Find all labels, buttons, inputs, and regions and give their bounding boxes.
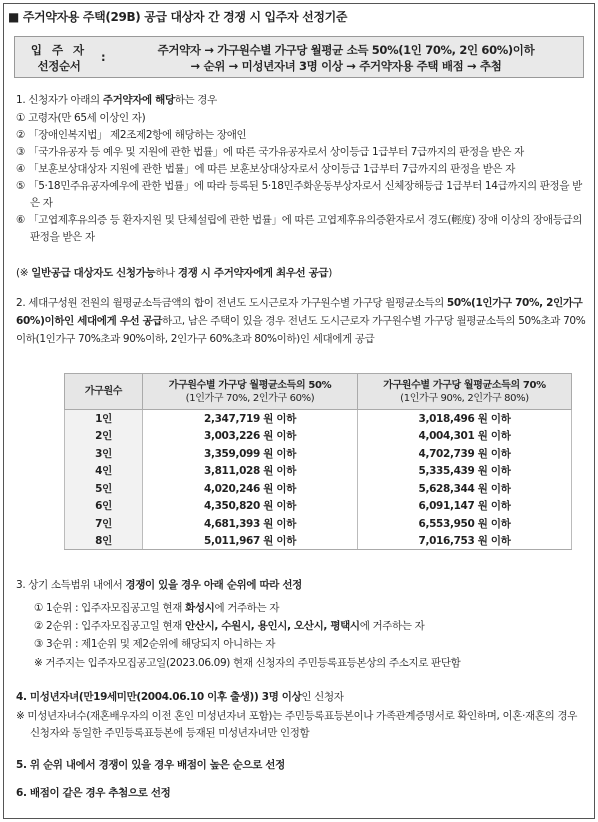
page-title: ■ 주거약자용 주택(29B) 공급 대상자 간 경쟁 시 입주자 선정기준 — [8, 10, 348, 24]
list-item: ① 고령자(만 65세 이상인 자) — [16, 112, 146, 124]
table-row: 6인 4,350,820 원 이하 6,091,147 원 이하 — [65, 497, 572, 515]
section-1-note: (※ 일반공급 대상자도 신청가능하나 경쟁 시 주거약자에게 최우선 공급) — [16, 267, 332, 279]
rank-2-item: ② 2순위 : 입주자모집공고일 현재 안산시, 수원시, 용인시, 오산시, 평택시에 거주하는 자 — [34, 620, 425, 632]
rank-3-item: ③ 3순위 : 제1순위 및 제2순위에 해당되지 아니하는 자 — [34, 638, 276, 650]
section-4-note: ※ 미성년자녀수(재혼배우자의 이전 혼인 미성년자녀 포함)는 주민등록표등본이나 가족관계증명서로 확인하며, 이혼·재혼의 경우 신청자와 동일한 주민등록표등본에 등재된 미성년자녀만 인정함 — [16, 710, 578, 739]
list-item: ② 「장애인복지법」 제2조제2항에 해당하는 장애인 — [16, 129, 247, 141]
list-item: ④ 「보훈보상대상자 지원에 관한 법률」에 따른 보훈보상대상자로서 상이등급 1급부터 7급까지의 판정을 받은 자 — [16, 163, 516, 175]
list-item: ⑤ 「5·18민주유공자예우에 관한 법률」에 따라 등록된 5·18민주화운동부상자로서 신체장해등급 1급부터 14급까지의 판정을 받은 자 — [16, 180, 582, 209]
selection-order-box — [14, 36, 584, 78]
section-4-heading: 4. 미성년자녀(만19세미만(2004.06.10 이후 출생)) 3명 이상인 신청자 — [16, 691, 344, 703]
eligibility-list — [16, 110, 586, 246]
section-5-heading: 5. 위 순위 내에서 경쟁이 있을 경우 배점이 높은 순으로 선정 — [16, 759, 285, 771]
selection-order-colon: : — [101, 50, 106, 64]
income-table — [64, 373, 572, 550]
table-row: 4인 3,811,028 원 이하 5,335,439 원 이하 — [65, 462, 572, 480]
table-row: 1인 2,347,719 원 이하 3,018,496 원 이하 — [65, 410, 572, 428]
table-row: 8인 5,011,967 원 이하 7,016,753 원 이하 — [65, 532, 572, 550]
section-3-note: ※ 거주지는 입주자모집공고일(2023.06.09) 현재 신청자의 주민등록표등본상의 주소지로 판단함 — [34, 657, 461, 669]
table-header-70pct: 가구원수별 가구당 월평균소득의 70% (1인가구 90%, 2인가구 80%) — [358, 374, 572, 410]
table-row: 2인 3,003,226 원 이하 4,004,301 원 이하 — [65, 427, 572, 445]
selection-order-label: 입 주 자 선정순서 — [30, 43, 88, 73]
table-row: 5인 4,020,246 원 이하 5,628,344 원 이하 — [65, 480, 572, 498]
list-item: ⑥ 「고엽제후유의증 등 환자지원 및 단체설립에 관한 법률」에 따른 고엽제후유의증환자로서 경도(輕度) 장애 이상의 장애등급의 판정을 받은 자 — [16, 214, 583, 243]
section-6-heading: 6. 배점이 같은 경우 추첨으로 선정 — [16, 787, 171, 799]
rank-1-item: ① 1순위 : 입주자모집공고일 현재 화성시에 거주하는 자 — [34, 602, 280, 614]
section-3-heading: 3. 상기 소득범위 내에서 경쟁이 있을 경우 아래 순위에 따라 선정 — [16, 579, 302, 591]
list-item: ③ 「국가유공자 등 예우 및 지원에 관한 법률」에 따른 국가유공자로서 상이등급 1급부터 7급까지의 판정을 받은 자 — [16, 146, 524, 158]
table-header-household: 가구원수 — [65, 374, 143, 410]
table-row: 7인 4,681,393 원 이하 6,553,950 원 이하 — [65, 515, 572, 533]
table-row: 3인 3,359,099 원 이하 4,702,739 원 이하 — [65, 445, 572, 463]
section-1-heading: 1. 신청자가 아래의 주거약자에 해당하는 경우 — [16, 94, 217, 106]
table-header-50pct: 가구원수별 가구당 월평균소득의 50% (1인가구 70%, 2인가구 60%) — [143, 374, 358, 410]
section-2-paragraph: 2. 세대구성원 전원의 월평균소득금액의 합이 전년도 도시근로자 가구원수별 가구당 월평균소득의 50%(1인가구 70%, 2인가구 60%)이하인 세대에게 우선 공급하고, 남은 주택이 있을 경우 전년도 도시근로자 가구원수별 가구당 월평균소득의 50%초과 70%이하(1인가구 70%초과 90%이하, 2인가구 60%초과 80%이하)인 세대에게 공급 — [16, 297, 586, 345]
selection-order-content: 주거약자 → 가구원수별 가구당 월평균 소득 50%(1인 70%, 2인 60%)이하 → 순위 → 미성년자녀 3명 이상 → 주거약자용 주택 배점 → 추첨 — [157, 43, 535, 73]
